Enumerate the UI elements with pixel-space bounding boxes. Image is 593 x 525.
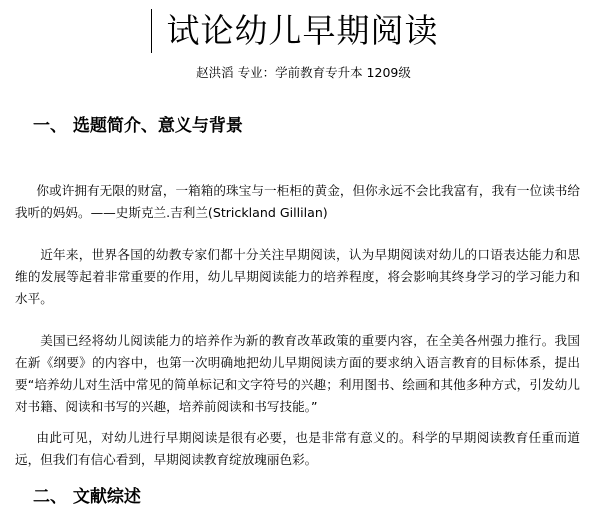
paragraph-2[interactable]: 近年来，世界各国的幼教专家们都十分关注早期阅读，认为早期阅读对幼儿的口语表达能力和思维的发展等起着非常重要的作用，幼儿早期阅读能力的培养程度，将会影响其终身学习的学习能力和水平。 xyxy=(15,246,580,306)
paragraph-3[interactable]: 美国已经将幼儿阅读能力的培养作为新的教育改革政策的重要内容，在全美各州强力推行。我国在新《纲要》的内容中，也第一次明确地把幼儿早期阅读方面的要求纳入语言教育的目标体系，提出要“培养幼儿对生活中常见的简单标记和文字符号的兴趣；利用图书、绘画和其他多种方式，引发幼儿对书籍、阅读和书写的兴趣，培养前阅读和书写技能。” xyxy=(15,332,580,414)
section-heading-2[interactable]: 二、 文献综述 xyxy=(33,487,141,507)
paragraph-quote[interactable]: 你或许拥有无限的财富，一箱箱的珠宝与一柜柜的黄金，但你永远不会比我富有，我有一位读书给我听的妈妈。——史斯克兰.吉利兰(Strickland Gillilan) xyxy=(15,182,580,220)
section-heading-1[interactable]: 一、 选题简介、意义与背景 xyxy=(33,116,243,136)
paragraph-4[interactable]: 由此可见，对幼儿进行早期阅读是很有必要，也是非常有意义的。科学的早期阅读教育任重而道远，但我们有信心看到，早期阅读教育绽放瑰丽色彩。 xyxy=(15,429,580,467)
document-title[interactable]: 试论幼儿早期阅读 xyxy=(166,11,439,50)
author-byline[interactable]: 赵洪滔 专业：学前教育专升本 1209级 xyxy=(196,65,411,80)
